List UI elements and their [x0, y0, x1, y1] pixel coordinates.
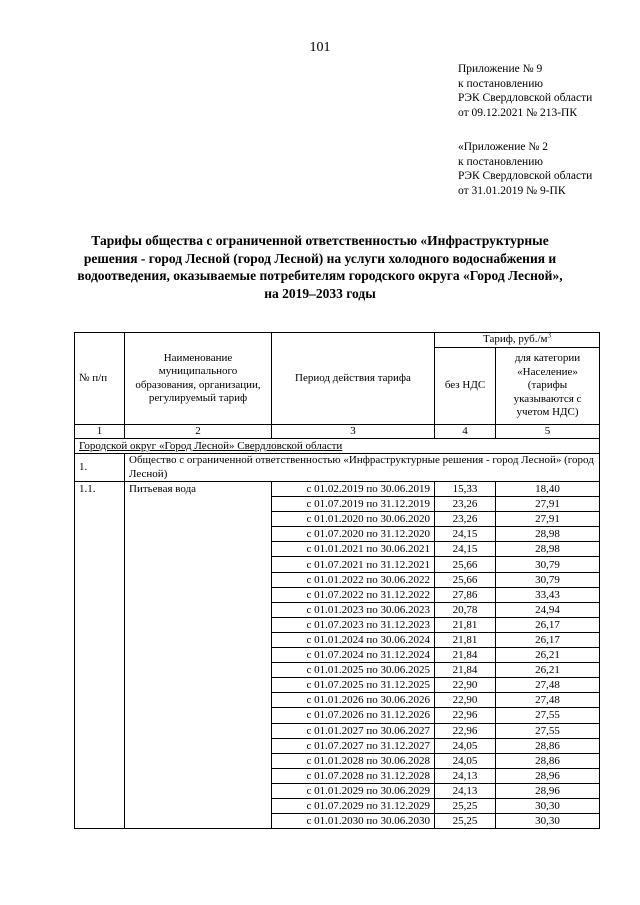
region-row: Городской округ «Город Лесной» Свердловской области: [75, 439, 600, 454]
header-tariff-label: Тариф, руб./м: [483, 333, 548, 346]
period-cell: с 01.01.2023 по 30.06.2023: [272, 602, 435, 617]
period-cell: с 01.07.2028 по 31.12.2028: [272, 768, 435, 783]
population-cell: 26,17: [496, 617, 600, 632]
population-cell: 26,17: [496, 632, 600, 647]
no-vat-cell: 24,05: [435, 738, 496, 753]
no-vat-cell: 25,25: [435, 814, 496, 829]
no-vat-cell: 20,78: [435, 602, 496, 617]
document-title: Тарифы общества с ограниченной ответственностью «Инфраструктурные решения - город Лесной (город Лесной) на услуги холодного водоснабжения и водоотведения, оказываемые потребителям городского округа «Город Лесной», на 2019–2033 годы: [77, 233, 563, 301]
no-vat-cell: 21,84: [435, 663, 496, 678]
no-vat-cell: 21,84: [435, 648, 496, 663]
period-cell: с 01.07.2026 по 31.12.2026: [272, 708, 435, 723]
period-cell: с 01.02.2019 по 30.06.2019: [272, 482, 435, 497]
period-cell: с 01.07.2023 по 31.12.2023: [272, 617, 435, 632]
column-number: 2: [125, 425, 272, 439]
period-cell: с 01.07.2022 по 31.12.2022: [272, 587, 435, 602]
period-cell: с 01.01.2030 по 30.06.2030: [272, 814, 435, 829]
population-cell: 28,96: [496, 768, 600, 783]
population-cell: 27,91: [496, 497, 600, 512]
period-cell: с 01.01.2022 по 30.06.2022: [272, 572, 435, 587]
header-name: Наименование муниципального образования, организации, регулируемый тариф: [125, 333, 272, 425]
no-vat-cell: 27,86: [435, 587, 496, 602]
period-cell: с 01.01.2020 по 30.06.2020: [272, 512, 435, 527]
column-number: 3: [272, 425, 435, 439]
header-period: Период действия тарифа: [272, 333, 435, 425]
population-cell: 28,96: [496, 783, 600, 798]
no-vat-cell: 23,26: [435, 497, 496, 512]
page-number: 101: [309, 40, 331, 55]
appendix-block-current: [458, 62, 592, 120]
population-cell: 26,21: [496, 663, 600, 678]
no-vat-cell: 24,15: [435, 527, 496, 542]
period-cell: с 01.07.2029 по 31.12.2029: [272, 798, 435, 813]
population-cell: 30,30: [496, 814, 600, 829]
header-population: для категории «Население» (тарифы указываются с учетом НДС): [496, 348, 600, 425]
population-cell: 30,79: [496, 572, 600, 587]
no-vat-cell: 21,81: [435, 632, 496, 647]
no-vat-cell: 21,81: [435, 617, 496, 632]
population-cell: 28,86: [496, 738, 600, 753]
period-cell: с 01.07.2027 по 31.12.2027: [272, 738, 435, 753]
population-cell: 27,91: [496, 512, 600, 527]
header-tariff-unit-sup: 3: [547, 331, 551, 340]
population-cell: 30,79: [496, 557, 600, 572]
tariff-table: [74, 332, 600, 829]
period-cell: с 01.07.2025 по 31.12.2025: [272, 678, 435, 693]
no-vat-cell: 24,13: [435, 768, 496, 783]
item-num: 1.1.: [75, 482, 125, 829]
appendix-line: от 09.12.2021 № 213-ПК: [458, 106, 578, 119]
population-cell: 28,86: [496, 753, 600, 768]
population-cell: 28,98: [496, 527, 600, 542]
period-cell: с 01.01.2028 по 30.06.2028: [272, 753, 435, 768]
period-cell: с 01.01.2021 по 30.06.2021: [272, 542, 435, 557]
appendix-line: Приложение № 9: [458, 63, 543, 75]
no-vat-cell: 22,90: [435, 693, 496, 708]
period-cell: с 01.01.2026 по 30.06.2026: [272, 693, 435, 708]
population-cell: 24,94: [496, 602, 600, 617]
period-cell: с 01.01.2027 по 30.06.2027: [272, 723, 435, 738]
population-cell: 27,55: [496, 708, 600, 723]
period-cell: с 01.07.2020 по 31.12.2020: [272, 527, 435, 542]
population-cell: 28,98: [496, 542, 600, 557]
appendix-line: «Приложение № 2: [458, 141, 548, 153]
population-cell: 27,48: [496, 693, 600, 708]
no-vat-cell: 24,15: [435, 542, 496, 557]
population-cell: 33,43: [496, 587, 600, 602]
appendix-block-original: [458, 140, 592, 198]
column-number: 4: [435, 425, 496, 439]
population-cell: 27,55: [496, 723, 600, 738]
population-cell: 27,48: [496, 678, 600, 693]
no-vat-cell: 22,90: [435, 678, 496, 693]
appendix-line: к постановлению: [458, 77, 543, 90]
no-vat-cell: 24,05: [435, 753, 496, 768]
no-vat-cell: 25,25: [435, 798, 496, 813]
column-number: 1: [75, 425, 125, 439]
period-cell: с 01.01.2025 по 30.06.2025: [272, 663, 435, 678]
no-vat-cell: 25,66: [435, 572, 496, 587]
no-vat-cell: 25,66: [435, 557, 496, 572]
period-cell: с 01.07.2021 по 31.12.2021: [272, 557, 435, 572]
appendix-line: к постановлению: [458, 155, 543, 168]
period-cell: с 01.01.2029 по 30.06.2029: [272, 783, 435, 798]
population-cell: 30,30: [496, 798, 600, 813]
header-num: № п/п: [75, 333, 125, 425]
no-vat-cell: 24,13: [435, 783, 496, 798]
population-cell: 26,21: [496, 648, 600, 663]
header-no-vat: без НДС: [435, 348, 496, 425]
appendix-line: РЭК Свердловской области: [458, 170, 593, 182]
header-tariff: [435, 333, 600, 348]
no-vat-cell: 22,96: [435, 723, 496, 738]
no-vat-cell: 15,33: [435, 482, 496, 497]
appendix-line: от 31.01.2019 № 9-ПК: [458, 184, 566, 197]
org-num: 1.: [75, 454, 125, 482]
item-name: Питьевая вода: [125, 482, 272, 829]
org-name: Общество с ограниченной ответственностью «Инфраструктурные решения - город Лесной» (город Лесной): [125, 454, 600, 482]
column-number: 5: [496, 425, 600, 439]
table-row: [75, 482, 600, 497]
no-vat-cell: 22,96: [435, 708, 496, 723]
period-cell: с 01.07.2019 по 31.12.2019: [272, 497, 435, 512]
population-cell: 18,40: [496, 482, 600, 497]
appendix-line: РЭК Свердловской области: [458, 92, 593, 104]
period-cell: с 01.07.2024 по 31.12.2024: [272, 648, 435, 663]
period-cell: с 01.01.2024 по 30.06.2024: [272, 632, 435, 647]
no-vat-cell: 23,26: [435, 512, 496, 527]
